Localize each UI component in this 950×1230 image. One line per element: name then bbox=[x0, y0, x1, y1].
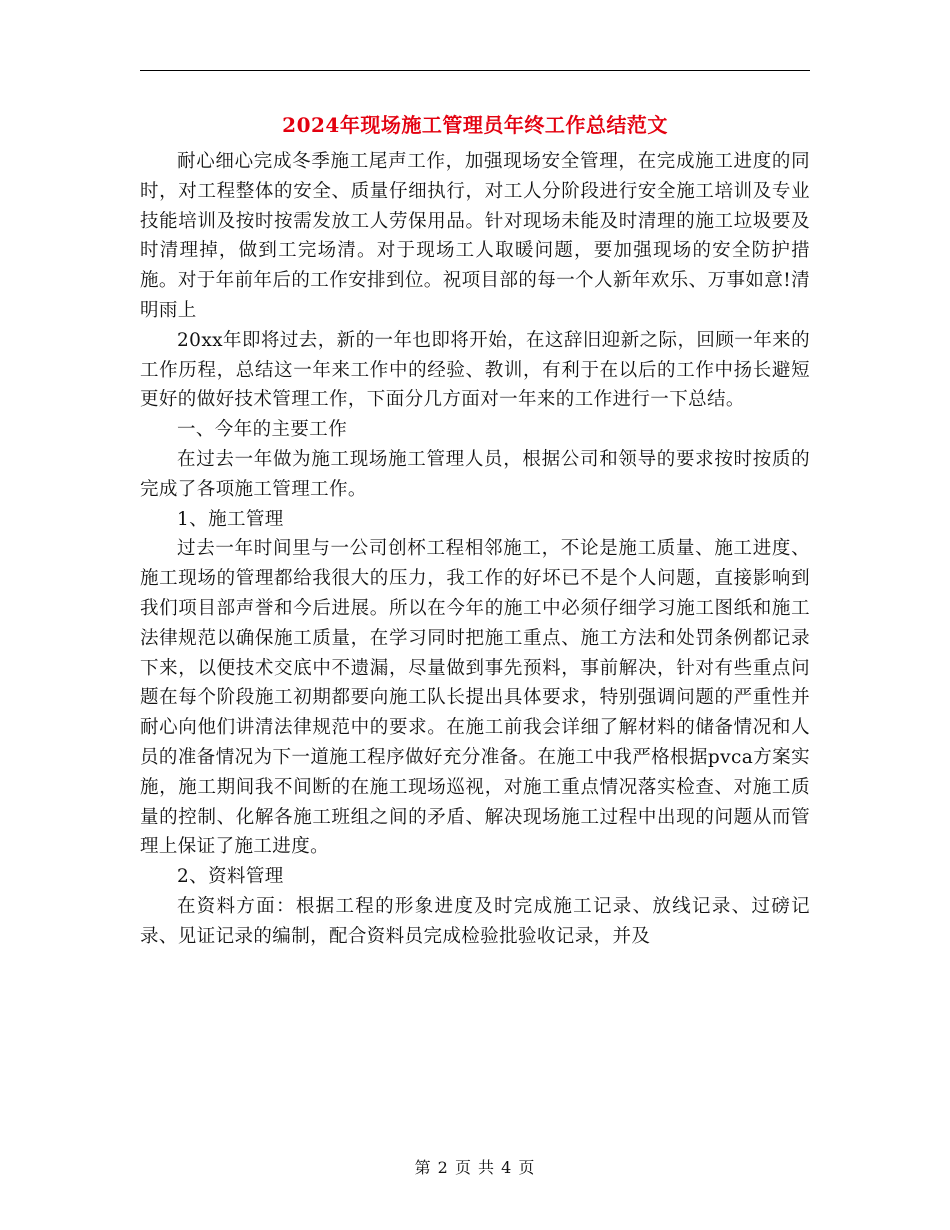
document-title: 2024年现场施工管理员年终工作总结范文 bbox=[282, 113, 668, 137]
paragraph: 在过去一年做为施工现场施工管理人员，根据公司和领导的要求按时按质的完成了各项施工管理工作。 bbox=[140, 448, 810, 500]
subsection-heading: 2、资料管理 bbox=[177, 866, 284, 888]
paragraph: 耐心细心完成冬季施工尾声工作，加强现场安全管理，在完成施工进度的同时，对工程整体的安全、质量仔细执行，对工人分阶段进行安全施工培训及专业技能培训及按时按需发放工人劳保用品。针对现场未能及时清理的施工垃圾要及时清理掉，做到工完场清。对于现场工人取暖问题，要加强现场的安全防护措施。对于年前年后的工作安排到位。祝项目部的每一个人新年欢乐、万事如意!清明雨上 bbox=[140, 151, 810, 321]
page-number-label: 第 2 页 共 4 页 bbox=[414, 1158, 536, 1177]
section-heading: 一、今年的主要工作 bbox=[177, 419, 348, 441]
paragraph: 过去一年时间里与一公司创杯工程相邻施工，不论是施工质量、施工进度、施工现场的管理都给我很大的压力，我工作的好坏已不是个人问题，直接影响到我们项目部声誉和今后进展。所以在今年的施工中必须仔细学习施工图纸和施工法律规范以确保施工质量，在学习同时把施工重点、施工方法和处罚条例都记录下来，以便技术交底中不遗漏，尽量做到事先预料，事前解决，针对有些重点问题在每个阶段施工初期都要向施工队长提出具体要求，特别强调问题的严重性并耐心向他们讲清法律规范中的要求。在施工前我会详细了解材料的储备情况和人员的准备情况为下一道施工程序做好充分准备。在施工中我严格根据pvca方案实施，施工期间我不间断的在施工现场巡视，对施工重点情况落实检查、对施工质量的控制、化解各施工班组之间的矛盾、解决现场施工过程中出现的问题从而管理上保证了施工进度。 bbox=[140, 538, 810, 858]
subsection-heading: 1、施工管理 bbox=[177, 508, 284, 530]
paragraph: 在资料方面：根据工程的形象进度及时完成施工记录、放线记录、过磅记录、见证记录的编制，配合资料员完成检验批验收记录，并及 bbox=[140, 895, 810, 947]
document-body bbox=[140, 147, 810, 952]
header-rule bbox=[140, 70, 810, 71]
page-footer bbox=[140, 1155, 810, 1178]
paragraph: 20xx年即将过去，新的一年也即将开始，在这辞旧迎新之际，回顾一年来的工作历程，总结这一年来工作中的经验、教训，有利于在以后的工作中扬长避短更好的做好技术管理工作，下面分几方面对一年来的工作进行一下总结。 bbox=[140, 329, 810, 411]
